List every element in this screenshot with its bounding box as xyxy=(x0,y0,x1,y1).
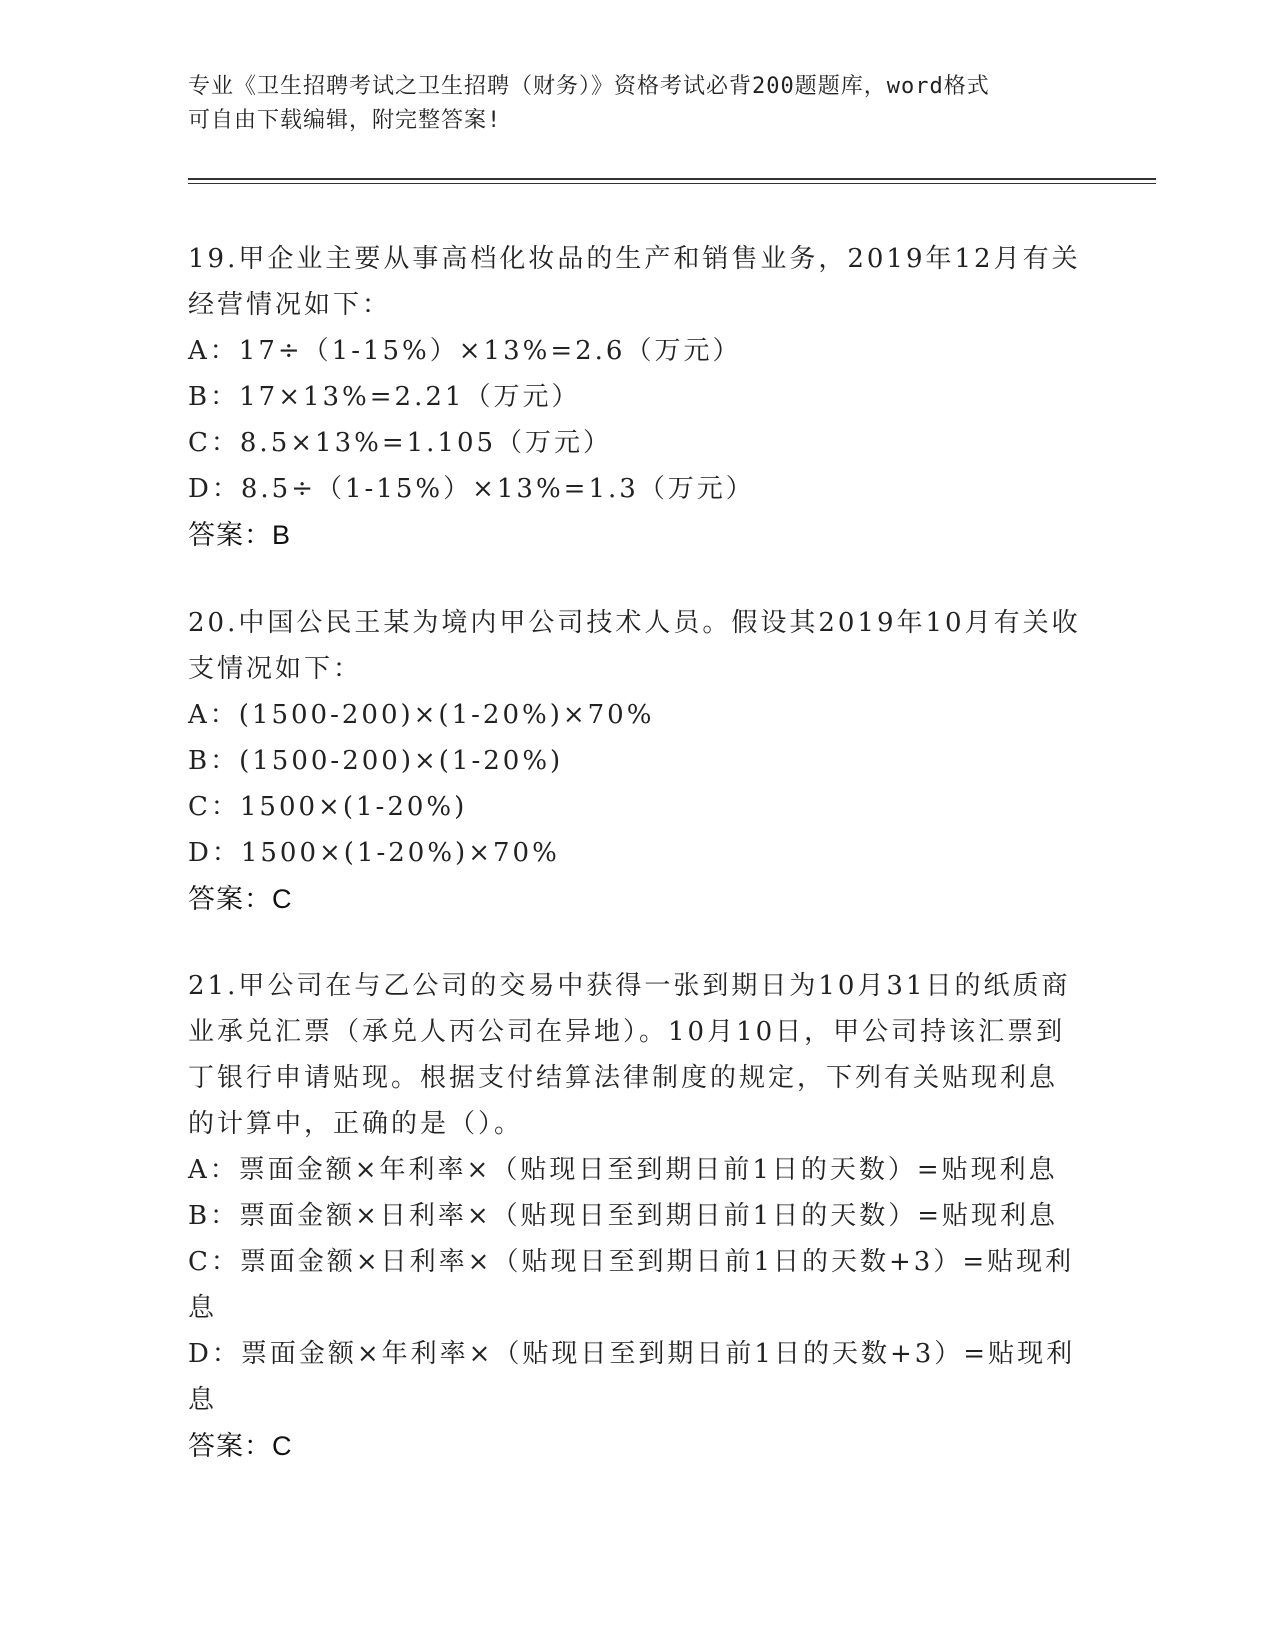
header-divider xyxy=(188,183,1156,184)
option-c: C：8.5×13%=1.105（万元） xyxy=(188,428,613,458)
option-d: D：8.5÷（1-15%）×13%=1.3（万元） xyxy=(188,474,755,504)
question-stem: 的计算中，正确的是（）。 xyxy=(188,1109,524,1139)
header-divider xyxy=(188,178,1156,180)
option-a: A：(1500-200)×(1-20%)×70% xyxy=(188,700,655,730)
option-a: A：票面金额×年利率×（贴现日至到期日前1日的天数）=贴现利息 xyxy=(188,1155,1058,1185)
option-b: B：(1500-200)×(1-20%) xyxy=(188,746,564,776)
question-stem: 21.甲公司在与乙公司的交易中获得一张到期日为10月31日的纸质商 xyxy=(188,971,1071,1001)
answer: 答案：C xyxy=(188,884,293,914)
answer: 答案：C xyxy=(188,1431,293,1461)
question-block xyxy=(188,600,1088,922)
question-stem: 业承兑汇票（承兑人丙公司在异地）。10月10日，甲公司持该汇票到 xyxy=(188,1017,1066,1047)
question-stem: 经营情况如下： xyxy=(188,290,392,320)
question-block xyxy=(188,236,1088,558)
option-d: D：1500×(1-20%)×70% xyxy=(188,838,560,868)
document-header xyxy=(188,70,1088,138)
header-line: 可自由下载编辑，附完整答案! xyxy=(188,108,502,133)
header-line: 专业《卫生招聘考试之卫生招聘（财务）》资格考试必背200题题库，word格式 xyxy=(188,74,990,99)
answer: 答案：B xyxy=(188,520,292,550)
question-stem: 20.中国公民王某为境内甲公司技术人员。假设其2019年10月有关收 xyxy=(188,608,1081,638)
question-stem: 丁银行申请贴现。根据支付结算法律制度的规定，下列有关贴现利息 xyxy=(188,1063,1059,1093)
option-d: D：票面金额×年利率×（贴现日至到期日前1日的天数+3）=贴现利息 xyxy=(188,1339,1076,1415)
option-c: C：票面金额×日利率×（贴现日至到期日前1日的天数+3）=贴现利息 xyxy=(188,1247,1075,1323)
option-b: B：17×13%=2.21（万元） xyxy=(188,382,581,412)
option-c: C：1500×(1-20%) xyxy=(188,792,468,822)
option-b: B：票面金额×日利率×（贴现日至到期日前1日的天数）=贴现利息 xyxy=(188,1201,1059,1231)
question-stem: 19.甲企业主要从事高档化妆品的生产和销售业务，2019年12月有关 xyxy=(188,244,1081,274)
question-block xyxy=(188,963,1088,1469)
option-a: A：17÷（1-15%）×13%=2.6（万元） xyxy=(188,336,742,366)
question-stem: 支情况如下： xyxy=(188,654,363,684)
